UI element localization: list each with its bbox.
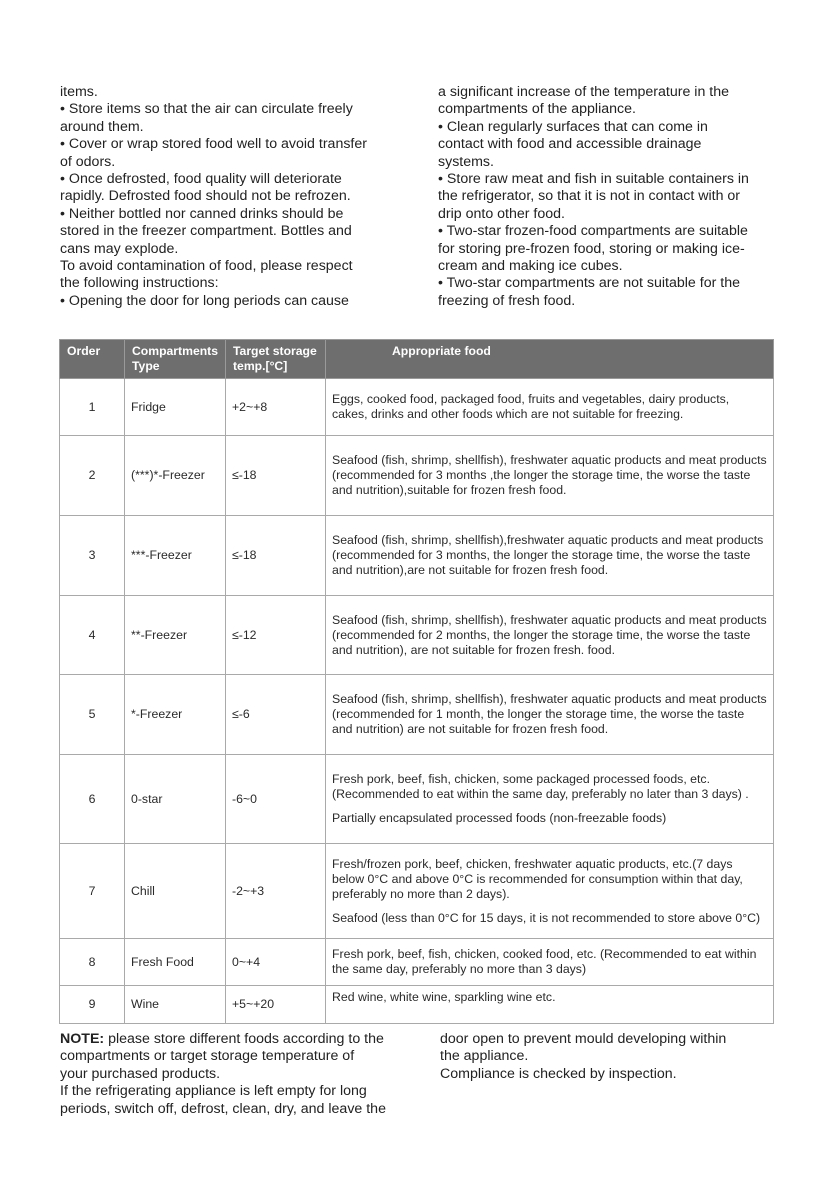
food-text: Seafood (fish, shrimp, shellfish), freshwater aquatic products and meat products (recommended for 3 months ,the longer the storage time, the worse the taste and nutrition),suitable for frozen fresh food.: [332, 453, 767, 497]
header-order-label: Order: [67, 344, 101, 358]
temp-cell: +2~+8: [226, 379, 326, 436]
text-line: of odors.: [60, 153, 116, 170]
food-text: Fresh pork, beef, fish, chicken, some packaged processed foods, etc. (Recommended to eat within the same day, preferably no later than 3 days) .: [332, 772, 749, 801]
temp-cell: ≤-18: [226, 436, 326, 516]
right-column-instructions: [438, 84, 783, 310]
text-line: • Neither bottled nor canned drinks should be: [60, 205, 344, 222]
header-order: [60, 340, 125, 379]
text-line: • Two-star compartments are not suitable for the: [438, 275, 740, 292]
text-line: rapidly. Defrosted food should not be refrozen.: [60, 188, 351, 205]
food-text: Eggs, cooked food, packaged food, fruits and vegetables, dairy products, cakes, drinks and other foods which are not suitable for freezing.: [332, 392, 730, 421]
food-text: Partially encapsulated processed foods (non-freezable foods): [332, 811, 667, 825]
type-cell: Fresh Food: [125, 939, 226, 986]
text-line: • Two-star frozen-food compartments are suitable: [438, 223, 748, 240]
text-line: • Opening the door for long periods can cause: [60, 292, 349, 309]
type-cell: Fridge: [125, 379, 226, 436]
food-text: Fresh/frozen pork, beef, chicken, freshwater aquatic products, etc.(7 days below 0°C and above 0°C is recommended for consumption within that day, preferably no more than 2 days).: [332, 856, 743, 901]
header-type-line1: Compartments: [132, 344, 219, 358]
header-temp-line2: temp.[°C]: [233, 359, 288, 373]
table-row: [60, 844, 774, 939]
text-line: • Once defrosted, food quality will deteriorate: [60, 171, 342, 188]
table-row: [60, 516, 774, 596]
temp-cell: -6~0: [226, 755, 326, 844]
food-cell: [326, 939, 774, 986]
table-row: [60, 596, 774, 675]
text-line: contact with food and accessible drainage: [438, 136, 702, 153]
text-line: • Store items so that the air can circulate freely: [60, 101, 353, 118]
order-cell: 6: [60, 755, 125, 844]
food-cell: [326, 675, 774, 755]
type-cell: Chill: [125, 844, 226, 939]
table-row: [60, 675, 774, 755]
header-food-label: Appropriate food: [392, 344, 491, 358]
text-line: systems.: [438, 153, 494, 170]
text-line: • Clean regularly surfaces that can come in: [438, 118, 708, 135]
food-cell: [326, 596, 774, 675]
food-cell: [326, 986, 774, 1024]
temp-cell: ≤-12: [226, 596, 326, 675]
table-header-row: [60, 340, 774, 379]
header-type-line2: Type: [132, 359, 160, 373]
food-text: Fresh pork, beef, fish, chicken, cooked food, etc. (Recommended to eat within the same day, preferably no more than 3 days): [332, 947, 757, 976]
table-row: [60, 436, 774, 516]
food-text: Seafood (fish, shrimp, shellfish), freshwater aquatic products and meat products (recommended for 1 month, the longer the storage time, the worse the taste and nutrition) are not suitable for frozen fresh food.: [332, 692, 767, 736]
food-cell: [326, 379, 774, 436]
text-line: To avoid contamination of food, please respect: [60, 258, 353, 275]
food-text: Red wine, white wine, sparkling wine etc.: [332, 990, 556, 1004]
text-line: the refrigerator, so that it is not in contact with or: [438, 188, 741, 205]
table-row: [60, 939, 774, 986]
order-cell: 4: [60, 596, 125, 675]
header-food: [326, 340, 774, 379]
text-line: for storing pre-frozen food, storing or making ice-: [438, 240, 745, 257]
order-cell: 8: [60, 939, 125, 986]
temp-cell: 0~+4: [226, 939, 326, 986]
text-line: cream and making ice cubes.: [438, 258, 623, 275]
text-line: periods, switch off, defrost, clean, dry, and leave the: [60, 1100, 386, 1117]
type-cell: ***-Freezer: [125, 516, 226, 596]
order-cell: 9: [60, 986, 125, 1024]
food-cell: [326, 516, 774, 596]
type-cell: Wine: [125, 986, 226, 1024]
text-line: the following instructions:: [60, 275, 219, 292]
text-line: cans may explode.: [60, 240, 179, 257]
text-line: • Cover or wrap stored food well to avoid transfer: [60, 136, 367, 153]
text-line: • Store raw meat and fish in suitable containers in: [438, 171, 749, 188]
text-line: items.: [60, 84, 98, 100]
note-label: NOTE:: [60, 1031, 105, 1047]
food-text: Seafood (fish, shrimp, shellfish),freshwater aquatic products and meat products (recommended for 3 months, the longer the storage time, the worse the taste and nutrition),are not suitable for frozen fresh food.: [332, 533, 764, 577]
food-cell: [326, 755, 774, 844]
type-cell: **-Freezer: [125, 596, 226, 675]
table-row: [60, 986, 774, 1024]
temp-cell: ≤-18: [226, 516, 326, 596]
text-line: drip onto other food.: [438, 205, 565, 222]
type-cell: *-Freezer: [125, 675, 226, 755]
header-temp: [226, 340, 326, 379]
storage-table: [59, 339, 774, 1024]
text-line: [60, 1031, 432, 1048]
temp-cell: +5~+20: [226, 986, 326, 1024]
order-cell: 5: [60, 675, 125, 755]
text-line: compartments or target storage temperature of: [60, 1048, 355, 1065]
text-line: freezing of fresh food.: [438, 292, 576, 309]
left-column-instructions: [60, 84, 410, 310]
text-line: stored in the freezer compartment. Bottles and: [60, 223, 352, 240]
text-line: around them.: [60, 118, 144, 135]
text-line: door open to prevent mould developing within: [440, 1031, 727, 1047]
table-row: [60, 755, 774, 844]
note-text: please store different foods according to the: [108, 1031, 384, 1047]
food-text: Seafood (less than 0°C for 15 days, it is not recommended to store above 0°C): [332, 910, 761, 925]
order-cell: 2: [60, 436, 125, 516]
header-type: [125, 340, 226, 379]
table-row: [60, 379, 774, 436]
food-text: Seafood (fish, shrimp, shellfish), freshwater aquatic products and meat products (recommended for 2 months, the longer the storage time, the worse the taste and nutrition), are not suitable for frozen fresh. food.: [332, 612, 767, 657]
order-cell: 3: [60, 516, 125, 596]
food-cell: [326, 436, 774, 516]
note-right-column: [440, 1031, 785, 1083]
text-line: a significant increase of the temperature in the: [438, 84, 730, 100]
text-line: the appliance.: [440, 1048, 529, 1065]
temp-cell: -2~+3: [226, 844, 326, 939]
note-left-column: [60, 1031, 432, 1118]
type-cell: 0-star: [125, 755, 226, 844]
temp-cell: ≤-6: [226, 675, 326, 755]
type-cell: (***)*-Freezer: [125, 436, 226, 516]
text-line: your purchased products.: [60, 1065, 221, 1082]
text-line: compartments of the appliance.: [438, 101, 636, 118]
food-cell: [326, 844, 774, 939]
text-line: Compliance is checked by inspection.: [440, 1065, 677, 1082]
order-cell: 7: [60, 844, 125, 939]
order-cell: 1: [60, 379, 125, 436]
header-temp-line1: Target storage: [233, 344, 317, 358]
text-line: If the refrigerating appliance is left empty for long: [60, 1083, 367, 1100]
